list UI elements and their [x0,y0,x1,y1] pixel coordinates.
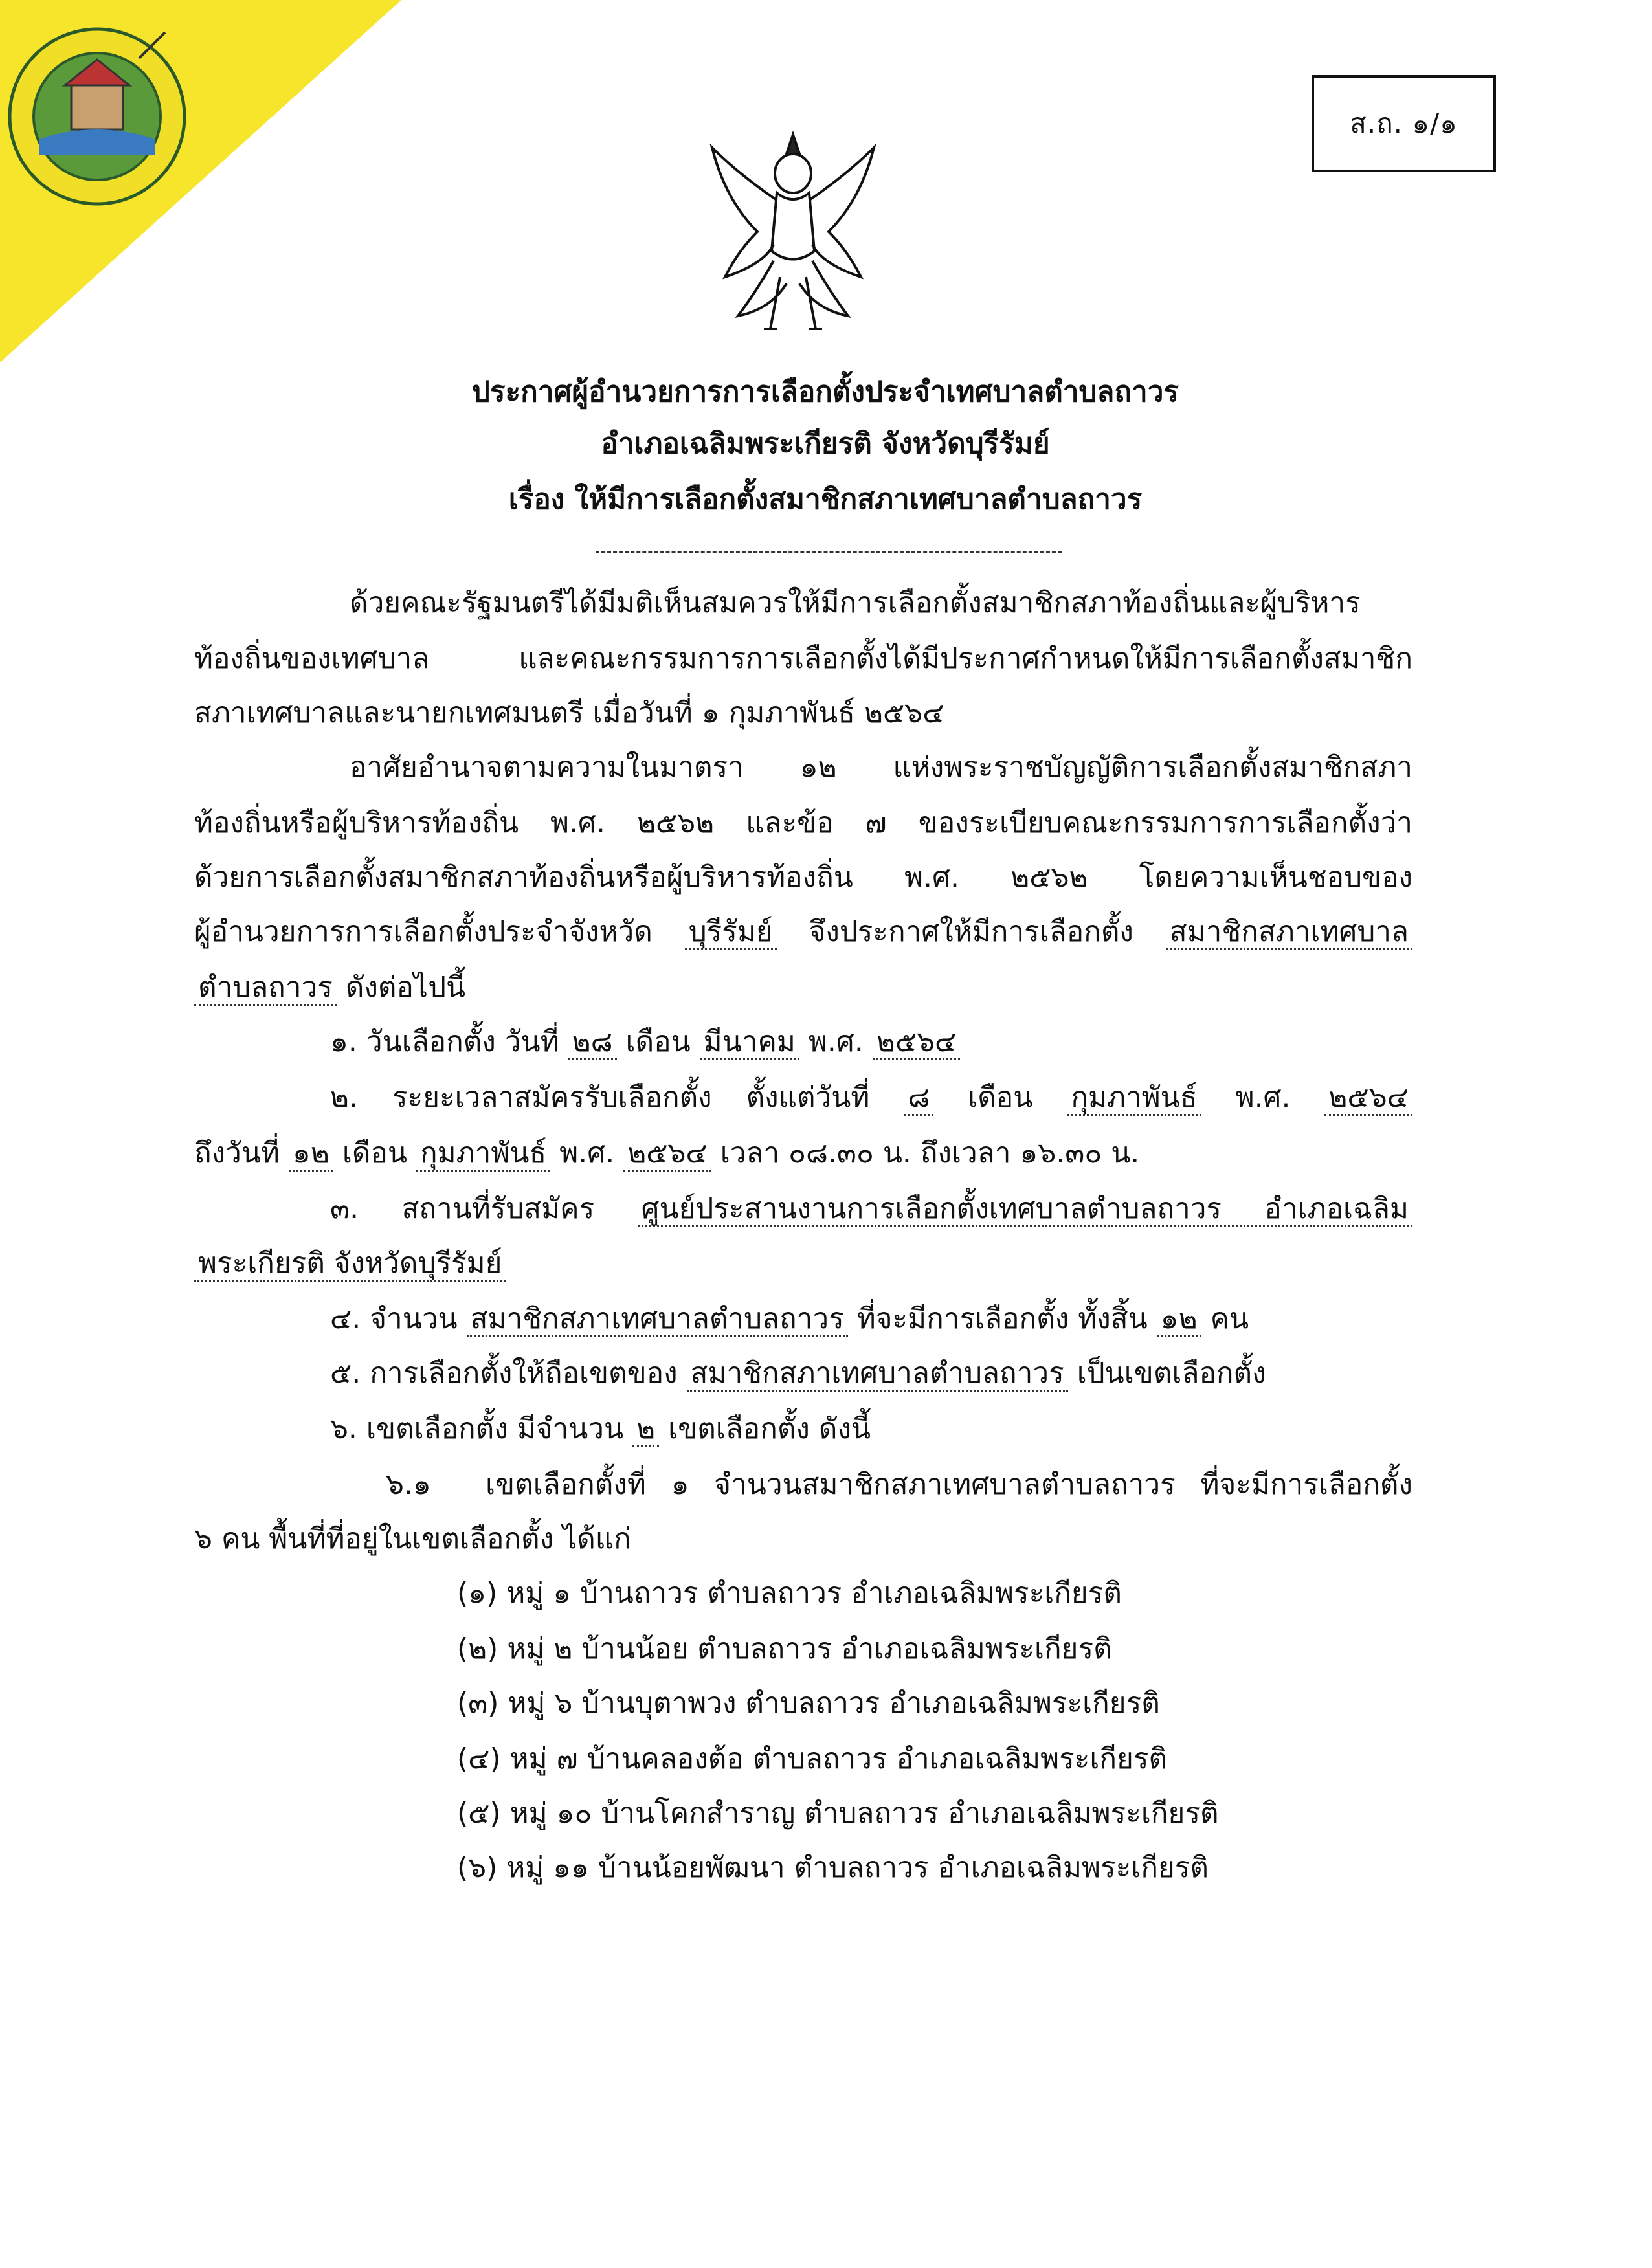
item2-registration-period [330,1081,1412,1114]
item61-line2: ๖ คน พื้นที่ที่อยู่ในเขตเลือกตั้ง ได้แก่ [194,1522,631,1555]
village-item: (๖) หมู่ ๑๑ บ้านน้อยพัฒนา ตำบลถาวร อำเภอเฉลิมพระเกียรติ [457,1851,1209,1884]
para2-line5 [194,973,465,1002]
election-day: ๒๘ [568,1025,617,1060]
member-count: ๑๒ [1157,1302,1201,1337]
village-item: (๔) หมู่ ๗ บ้านคลองต้อ ตำบลถาวร อำเภอเฉลิมพระเกียรติ [457,1742,1168,1775]
reg-place: ศูนย์ประสานงานการเลือกตั้งเทศบาลตำบลถาวร อำเภอเฉลิม [638,1192,1412,1227]
item5-constituency-basis [330,1359,1266,1388]
item1-year-label: พ.ศ. [808,1025,864,1058]
election-month: มีนาคม [700,1025,799,1060]
item4-mid: ที่จะมีการเลือกตั้ง ทั้งสิ้น [856,1302,1148,1335]
item6-tail: เขตเลือกตั้ง ดังนี้ [668,1412,871,1445]
para2-line5-tail: ดังต่อไปนี้ [345,971,466,1004]
form-code: ส.ถ. ๑/๑ [1350,107,1458,139]
reg-place-cont: พระเกียรติ จังหวัดบุรีรัมย์ [194,1247,506,1282]
garuda-emblem-icon [699,122,887,342]
village-item: (๓) หมู่ ๖ บ้านบุตาพวง ตำบลถาวร อำเภอเฉลิมพระเกียรติ [457,1687,1160,1720]
item2-to-year-label: พ.ศ. [559,1137,615,1170]
item5-tail: เป็นเขตเลือกตั้ง [1077,1357,1266,1390]
form-code-box [1312,75,1496,172]
para2-line4-b: จึงประกาศให้มีการเลือกตั้ง [809,915,1133,948]
reg-from-day: ๘ [904,1081,933,1116]
council-field: สมาชิกสภาเทศบาล [1166,915,1412,950]
reg-time: เวลา ๐๘.๓๐ น. ถึงเวลา ๑๖.๓๐ น. [720,1137,1140,1170]
municipal-seal-corner [0,0,401,362]
item5-area: สมาชิกสภาเทศบาลตำบลถาวร [687,1357,1068,1392]
heading-divider [596,551,1062,553]
item61-line1: เขตเลือกตั้งที่ ๑ จำนวนสมาชิกสภาเทศบาลตำบลถาวร ที่จะมีการเลือกตั้ง [486,1468,1412,1501]
item4-body: สมาชิกสภาเทศบาลตำบลถาวร [467,1302,848,1337]
municipal-seal-icon [10,29,184,204]
item1-label: ๑. วันเลือกตั้ง วันที่ [330,1025,559,1058]
para2-line2: ท้องถิ่นหรือผู้บริหารท้องถิ่น พ.ศ. ๒๕๖๒ และข้อ ๗ ของระเบียบคณะกรรมการการเลือกตั้งว่า [194,806,1412,839]
heading-line-1: ประกาศผู้อำนวยการการเลือกตั้งประจำเทศบาลตำบลถาวร [471,375,1179,408]
reg-from-month: กุมภาพันธ์ [1067,1081,1201,1116]
item2-registration-end [194,1139,1139,1168]
item3-place-cont [194,1249,506,1278]
para1-line2: ท้องถิ่นของเทศบาล และคณะกรรมการการเลือกตั้งได้มีประกาศกำหนดให้มีการเลือกตั้งสมาชิก [194,642,1412,675]
village-item: (๑) หมู่ ๑ บ้านถาวร ตำบลถาวร อำเภอเฉลิมพระเกียรติ [457,1577,1122,1610]
village-item: (๒) หมู่ ๒ บ้านน้อย ตำบลถาวร อำเภอเฉลิมพระเกียรติ [457,1632,1112,1665]
item1-election-date [330,1025,960,1058]
item3-registration-place [330,1192,1412,1225]
item4-label: ๔. จำนวน [330,1302,458,1335]
para2-line4 [194,915,1412,948]
item4-member-count [330,1302,1249,1335]
item2-to-label: ถึงวันที่ [194,1137,280,1170]
item2-label: ๒. ระยะเวลาสมัครรับเลือกตั้ง ตั้งแต่วันที่ [330,1081,870,1114]
item2-to-month-label: เดือน [342,1137,407,1170]
reg-to-month: กุมภาพันธ์ [416,1137,550,1172]
reg-from-year: ๒๕๖๔ [1324,1081,1412,1116]
para1-line3: สภาเทศบาลและนายกเทศมนตรี เมื่อวันที่ ๑ กุมภาพันธ์ ๒๕๖๔ [194,696,944,729]
para2-line4-a: ผู้อำนวยการการเลือกตั้งประจำจังหวัด [194,915,653,948]
para1-line1: ด้วยคณะรัฐมนตรีได้มีมติเห็นสมควรให้มีการเลือกตั้งสมาชิกสภาท้องถิ่นและผู้บริหาร [350,586,1361,619]
reg-to-day: ๑๒ [289,1137,333,1172]
election-year: ๒๕๖๔ [873,1025,961,1060]
item6-label: ๖. เขตเลือกตั้ง มีจำนวน [330,1412,624,1445]
item3-label: ๓. สถานที่รับสมัคร [330,1192,595,1225]
council-field-cont: ตำบลถาวร [194,971,337,1006]
village-item: (๕) หมู่ ๑๐ บ้านโคกสำราญ ตำบลถาวร อำเภอเฉลิมพระเกียรติ [457,1797,1219,1830]
item4-unit: คน [1210,1302,1249,1335]
province-field: บุรีรัมย์ [685,915,777,950]
item2-month-label: เดือน [968,1081,1033,1114]
reg-to-year: ๒๕๖๔ [623,1137,711,1172]
item2-year-label: พ.ศ. [1235,1081,1291,1114]
para2-line3: ด้วยการเลือกตั้งสมาชิกสภาท้องถิ่นหรือผู้บริหารท้องถิ่น พ.ศ. ๒๕๖๒ โดยความเห็นชอบของ [194,861,1413,894]
item5-label: ๕. การเลือกตั้งให้ถือเขตของ [330,1357,678,1390]
heading-line-2: อำเภอเฉลิมพระเกียรติ จังหวัดบุรีรัมย์ [601,427,1050,460]
item6-constituencies [330,1412,871,1445]
item1-month-label: เดือน [625,1025,691,1058]
constituency-count: ๒ [632,1412,659,1447]
para2-line1: อาศัยอำนาจตามความในมาตรา ๑๒ แห่งพระราชบัญญัติการเลือกตั้งสมาชิกสภา [350,751,1412,784]
item61-number: ๖.๑ [386,1468,431,1501]
heading-subject: เรื่อง ให้มีการเลือกตั้งสมาชิกสภาเทศบาลตำบลถาวร [508,483,1143,516]
